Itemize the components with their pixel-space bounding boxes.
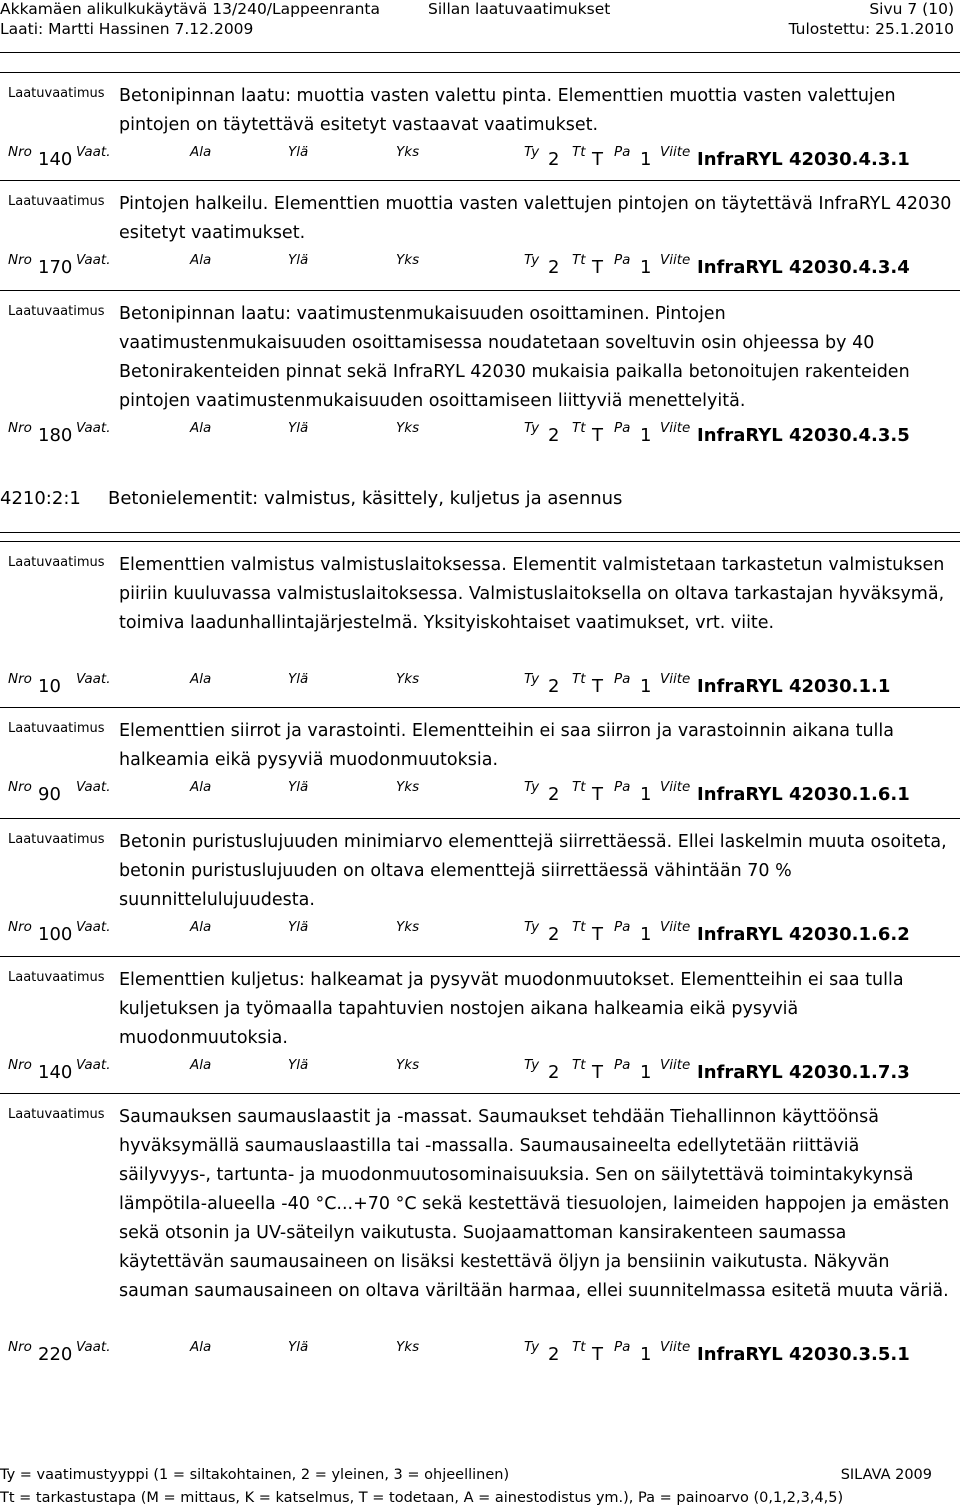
tt-value: T [592, 425, 603, 446]
requirement-label: Laatuvaatimus [8, 304, 105, 319]
viite-label: Viite [660, 420, 691, 436]
yla-label: Ylä [288, 252, 309, 268]
viite-label: Viite [660, 1339, 691, 1355]
yks-label: Yks [396, 1057, 420, 1073]
pa-label: Pa [614, 671, 631, 687]
pa-label: Pa [614, 1057, 631, 1073]
nro-label: Nro [8, 919, 32, 935]
footer-publisher: SILAVA 2009 [840, 1467, 932, 1483]
ala-label: Ala [190, 671, 212, 687]
yla-label: Ylä [288, 671, 309, 687]
tt-label: Tt [572, 671, 586, 687]
tt-value: T [592, 149, 603, 170]
requirement-text: Elementtien siirrot ja varastointi. Elementteihin ei saa siirron ja varastoinnin aikana tulla halkeamia eikä pysyviä muodonmuutoksia. [119, 721, 894, 770]
ty-label: Ty [524, 144, 540, 160]
tt-label: Tt [572, 1057, 586, 1073]
pa-value: 1 [640, 257, 652, 278]
vaat-label: Vaat. [76, 779, 111, 795]
ty-value: 2 [548, 257, 560, 278]
requirement-label: Laatuvaatimus [8, 721, 105, 736]
requirement-label: Laatuvaatimus [8, 1107, 105, 1122]
ty-value: 2 [548, 924, 560, 945]
tt-value: T [592, 1062, 603, 1083]
item-divider [0, 707, 960, 708]
viite-value: InfraRYL 42030.4.3.4 [697, 257, 910, 278]
viite-label: Viite [660, 779, 691, 795]
ala-label: Ala [190, 919, 212, 935]
pa-value: 1 [640, 149, 652, 170]
requirement-meta-row [0, 420, 960, 450]
ty-label: Ty [524, 252, 540, 268]
tt-label: Tt [572, 144, 586, 160]
footer-legend-ty: Ty = vaatimustyyppi (1 = siltakohtainen, 2 = yleinen, 3 = ohjeellinen) [0, 1467, 510, 1483]
nro-value: 180 [38, 425, 73, 446]
yla-label: Ylä [288, 420, 309, 436]
nro-label: Nro [8, 144, 32, 160]
nro-label: Nro [8, 779, 32, 795]
ala-label: Ala [190, 1057, 212, 1073]
viite-value: InfraRYL 42030.3.5.1 [697, 1344, 910, 1365]
requirement-text: Elementtien valmistus valmistuslaitoksessa. Elementit valmistetaan tarkastetun valmistuksen piiriin kuuluvassa valmistuslaitoksessa. Valmistuslaitoksella on oltava tarkastajan hyväksymä, toimiva laadunhallintajärjestelmä. Yksityiskohtaiset vaatimukset, vrt. viite. [119, 555, 945, 633]
vaat-label: Vaat. [76, 1339, 111, 1355]
item-divider [0, 180, 960, 181]
item-divider [0, 72, 960, 73]
tt-label: Tt [572, 252, 586, 268]
ty-value: 2 [548, 149, 560, 170]
nro-value: 100 [38, 924, 73, 945]
requirement-block [0, 818, 960, 945]
pa-value: 1 [640, 1344, 652, 1365]
tt-value: T [592, 1344, 603, 1365]
pa-value: 1 [640, 425, 652, 446]
vaat-label: Vaat. [76, 671, 111, 687]
section-code: 4210:2:1 [0, 488, 81, 509]
requirement-text: Betonipinnan laatu: muottia vasten valettu pinta. Elementtien muottia vasten valettujen pintojen on täytettävä esitetyt vastaavat vaatimukset. [119, 86, 896, 135]
ala-label: Ala [190, 420, 212, 436]
nro-label: Nro [8, 1339, 32, 1355]
yks-label: Yks [396, 919, 420, 935]
viite-value: InfraRYL 42030.1.7.3 [697, 1062, 910, 1083]
pa-label: Pa [614, 1339, 631, 1355]
nro-label: Nro [8, 1057, 32, 1073]
pa-value: 1 [640, 924, 652, 945]
viite-label: Viite [660, 144, 691, 160]
ty-value: 2 [548, 784, 560, 805]
page-number: Sivu 7 (10) [869, 0, 954, 18]
viite-label: Viite [660, 671, 691, 687]
requirement-meta-row [0, 252, 960, 282]
requirement-meta-row [0, 1057, 960, 1087]
yks-label: Yks [396, 144, 420, 160]
ty-value: 2 [548, 676, 560, 697]
requirement-text: Betonipinnan laatu: vaatimustenmukaisuuden osoittaminen. Pintojen vaatimustenmukaisuuden osoittamisessa noudatetaan soveltuvin osin ohjeessa by 40 Betonirakenteiden pinnat sekä InfraRYL 42030 mukaisia paikalla betonoitujen rakenteiden pintojen vaatimustenmukaisuuden osoittamiseen liittyviä menettelyitä. [119, 304, 910, 411]
section-title: Betonielementit: valmistus, käsittely, kuljetus ja asennus [108, 488, 623, 509]
print-date: Tulostettu: 25.1.2010 [788, 20, 954, 38]
yla-label: Ylä [288, 1339, 309, 1355]
ala-label: Ala [190, 1339, 212, 1355]
pa-label: Pa [614, 252, 631, 268]
requirement-label: Laatuvaatimus [8, 555, 105, 570]
yks-label: Yks [396, 252, 420, 268]
pa-label: Pa [614, 420, 631, 436]
viite-value: InfraRYL 42030.1.1 [697, 676, 891, 697]
vaat-label: Vaat. [76, 1057, 111, 1073]
project-name: Akkamäen alikulkukäytävä 13/240/Lappeenranta [0, 0, 381, 18]
nro-value: 220 [38, 1344, 73, 1365]
item-divider [0, 818, 960, 819]
viite-value: InfraRYL 42030.4.3.5 [697, 425, 910, 446]
vaat-label: Vaat. [76, 420, 111, 436]
pa-value: 1 [640, 1062, 652, 1083]
yla-label: Ylä [288, 144, 309, 160]
yks-label: Yks [396, 779, 420, 795]
requirement-text: Elementtien kuljetus: halkeamat ja pysyvät muodonmuutokset. Elementteihin ei saa tulla kuljetuksen ja työmaalla tapahtuvien nostojen aikana halkeamia eikä pysyviä muodonmuutoksia. [119, 970, 904, 1048]
page-header [0, 0, 960, 52]
ala-label: Ala [190, 252, 212, 268]
ty-label: Ty [524, 420, 540, 436]
requirement-block [0, 180, 960, 278]
pa-label: Pa [614, 779, 631, 795]
tt-value: T [592, 257, 603, 278]
yks-label: Yks [396, 420, 420, 436]
yks-label: Yks [396, 1339, 420, 1355]
viite-value: InfraRYL 42030.1.6.1 [697, 784, 910, 805]
vaat-label: Vaat. [76, 252, 111, 268]
tt-value: T [592, 784, 603, 805]
requirement-text: Betonin puristuslujuuden minimiarvo elementtejä siirrettäessä. Ellei laskelmin muuta osoiteta, betonin puristuslujuuden on oltava elementtejä siirrettäessä vähintään 70 % suunnittelulujuudesta. [119, 832, 947, 910]
requirement-meta-row [0, 919, 960, 949]
yks-label: Yks [396, 671, 420, 687]
nro-value: 10 [38, 676, 61, 697]
item-divider [0, 290, 960, 291]
requirement-label: Laatuvaatimus [8, 86, 105, 101]
requirement-label: Laatuvaatimus [8, 832, 105, 847]
ty-label: Ty [524, 1057, 540, 1073]
item-divider [0, 1093, 960, 1094]
yla-label: Ylä [288, 919, 309, 935]
ty-label: Ty [524, 919, 540, 935]
tt-value: T [592, 924, 603, 945]
ty-label: Ty [524, 1339, 540, 1355]
pa-value: 1 [640, 676, 652, 697]
viite-label: Viite [660, 252, 691, 268]
ty-label: Ty [524, 779, 540, 795]
ty-label: Ty [524, 671, 540, 687]
ty-value: 2 [548, 1344, 560, 1365]
requirement-text: Saumauksen saumauslaastit ja -massat. Saumaukset tehdään Tiehallinnon käyttöönsä hyväksymällä saumauslaastilla tai -massalla. Saumausaineelta edellytetään riittäviä säilyvyys-, tartunta- ja muodonmuutosominaisuuksia. Sen on säilytettävä toimintakykynsä lämpötila-alueella -40 °C...+70 °C sekä kestettävä tiesuolojen, laimeiden happojen ja emästen sekä otsonin ja UV-säteilyn vaikutusta. Suojaamattoman kansirakenteen saumassa käytettävän saumausaineen on lisäksi kestettävä öljyn ja bensiinin vaikutusta. Näkyvän sauman saumausaineen on oltava väriltään harmaa, ellei suunnitelmassa esitetä muuta väriä. [119, 1107, 950, 1301]
item-divider [0, 541, 960, 542]
requirement-meta-row [0, 671, 960, 701]
requirement-block [0, 290, 960, 446]
tt-label: Tt [572, 919, 586, 935]
requirement-text: Pintojen halkeilu. Elementtien muottia vasten valettujen pintojen on täytettävä InfraRYL 42030 esitetyt vaatimukset. [119, 194, 952, 243]
tt-value: T [592, 676, 603, 697]
ala-label: Ala [190, 779, 212, 795]
viite-value: InfraRYL 42030.1.6.2 [697, 924, 910, 945]
nro-label: Nro [8, 671, 32, 687]
requirement-meta-row [0, 779, 960, 809]
viite-value: InfraRYL 42030.4.3.1 [697, 149, 910, 170]
item-divider [0, 956, 960, 957]
requirement-block [0, 956, 960, 1083]
pa-value: 1 [640, 784, 652, 805]
viite-label: Viite [660, 919, 691, 935]
requirement-label: Laatuvaatimus [8, 194, 105, 209]
footer-legend-tt-pa: Tt = tarkastustapa (M = mittaus, K = katselmus, T = todetaan, A = ainestodistus ym.), Pa = painoarvo (0,1,2,3,4,5) [0, 1490, 844, 1506]
section-divider [0, 532, 960, 533]
pa-label: Pa [614, 919, 631, 935]
nro-value: 140 [38, 149, 73, 170]
viite-label: Viite [660, 1057, 691, 1073]
nro-label: Nro [8, 420, 32, 436]
nro-value: 90 [38, 784, 61, 805]
requirement-meta-row [0, 1339, 960, 1369]
tt-label: Tt [572, 1339, 586, 1355]
ala-label: Ala [190, 144, 212, 160]
requirement-block [0, 541, 960, 697]
requirement-block [0, 1093, 960, 1365]
requirement-block [0, 72, 960, 170]
yla-label: Ylä [288, 779, 309, 795]
nro-value: 140 [38, 1062, 73, 1083]
pa-label: Pa [614, 144, 631, 160]
vaat-label: Vaat. [76, 144, 111, 160]
requirement-label: Laatuvaatimus [8, 970, 105, 985]
nro-label: Nro [8, 252, 32, 268]
ty-value: 2 [548, 1062, 560, 1083]
tt-label: Tt [572, 420, 586, 436]
document-title: Sillan laatuvaatimukset [428, 0, 611, 18]
author-date: Laati: Martti Hassinen 7.12.2009 [0, 20, 254, 38]
requirement-block [0, 707, 960, 805]
yla-label: Ylä [288, 1057, 309, 1073]
vaat-label: Vaat. [76, 919, 111, 935]
header-divider [0, 52, 960, 53]
nro-value: 170 [38, 257, 73, 278]
requirement-meta-row [0, 144, 960, 174]
tt-label: Tt [572, 779, 586, 795]
ty-value: 2 [548, 425, 560, 446]
